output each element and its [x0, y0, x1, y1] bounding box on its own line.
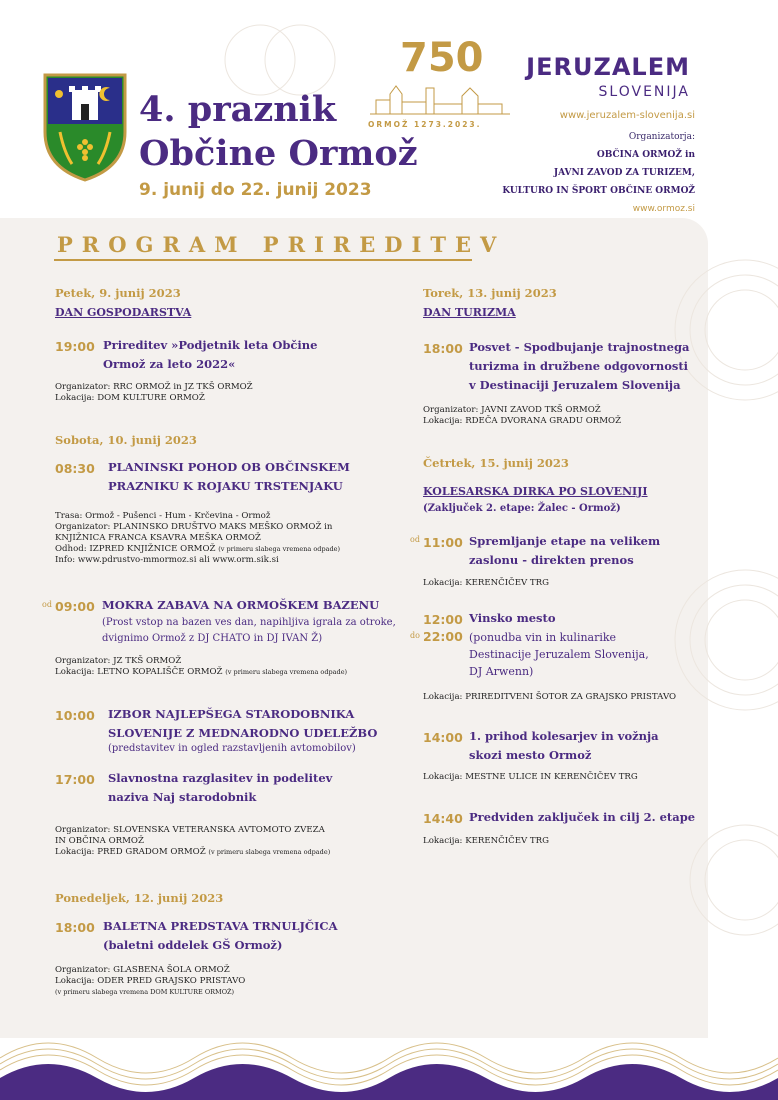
event-title: Posvet - Spodbujanje trajnostnega turizma in družbene odgovornosti v Destinaciji Jeruzalem Slovenija [469, 340, 690, 392]
event-time: 14:00 [423, 730, 463, 745]
event-title: 1. prihod kolesarjev in vožnja skozi mesto Ormož [469, 729, 659, 762]
event-time-end: 22:00 [423, 629, 463, 644]
day-theme: KOLESARSKA DIRKA PO SLOVENIJI [423, 485, 648, 498]
organizer-line-2: JAVNI ZAVOD ZA TURIZEM, [553, 168, 695, 178]
event-description: (Prost vstop na bazen ves dan, napihljiva igrala za otroke, dvignimo Ormož z DJ CHATO in DJ IVAN Ž) [102, 617, 396, 644]
program-title-underline [54, 259, 472, 261]
day-theme: DAN TURIZMA [423, 306, 516, 319]
brand-country: SLOVENIJA [598, 84, 690, 100]
event-time: 10:00 [55, 708, 95, 723]
brand-name: JERUZALEM [526, 53, 690, 81]
day-theme: DAN GOSPODARSTVA [55, 306, 192, 319]
festival-title-line2: Občine Ormož [139, 133, 418, 174]
event-info: Organizator: JZ TKŠ ORMOŽ Lokacija: LETNO KOPALIŠČE ORMOŽ (v primeru slabega vremena odpade) [55, 656, 348, 677]
festival-dates: 9. junij do 22. junij 2023 [139, 180, 372, 200]
organizer-line-1: OBČINA ORMOŽ in [596, 150, 695, 160]
event-info: Lokacija: KERENČIČEV TRG [423, 836, 549, 846]
ormoz-coat-of-arms-icon [42, 72, 128, 182]
anniversary-text: ORMOŽ 1273.2023. [368, 120, 482, 129]
event-time: 19:00 [55, 339, 95, 354]
jeruzalem-logo [526, 55, 690, 100]
to-prefix: do [410, 631, 420, 640]
event-info: Organizator: GLASBENA ŠOLA ORMOŽ Lokacija: ODER PRED GRAJSKO PRISTAVO (v primeru slabega vremena DOM KULTURE ORMOŽ) [55, 965, 246, 996]
event-description: (predstavitev in ogled razstavljenih avtomobilov) [108, 743, 356, 754]
organizers-url-link[interactable]: www.ormoz.si [632, 204, 695, 214]
organizers-block [502, 128, 695, 218]
day-heading: Četrtek, 15. junij 2023 [423, 456, 569, 470]
event-info: Lokacija: MESTNE ULICE IN KERENČIČEV TRG [423, 772, 638, 782]
day-heading: Sobota, 10. junij 2023 [55, 433, 197, 447]
day-heading: Petek, 9. junij 2023 [55, 286, 181, 300]
from-prefix: od [42, 600, 52, 609]
event-info: Organizator: SLOVENSKA VETERANSKA AVTOMOTO ZVEZA IN OBČINA ORMOŽ Lokacija: PRED GRADOM ORMOŽ (v primeru slabega vremena odpade) [55, 825, 331, 857]
event-title: Spremljanje etape na velikem zaslonu - direkten prenos [469, 534, 661, 567]
event-time: 17:00 [55, 772, 95, 787]
event-info: Organizator: RRC ORMOŽ in JZ TKŠ ORMOŽ Lokacija: DOM KULTURE ORMOŽ [55, 382, 253, 403]
anniversary-logo [366, 35, 514, 138]
festival-title-line1: 4. praznik [139, 89, 337, 130]
event-time: 12:00 [423, 612, 463, 627]
event-info: Lokacija: PRIREDITVENI ŠOTOR ZA GRAJSKO PRISTAVO [423, 692, 677, 702]
event-title: BALETNA PREDSTAVA TRNULJČICA (baletni oddelek GŠ Ormož) [103, 919, 338, 952]
organizer-line-3: KULTURO IN ŠPORT OBČINE ORMOŽ [502, 186, 695, 196]
day-heading: Ponedeljek, 12. junij 2023 [55, 891, 224, 905]
event-time: 09:00 [55, 599, 95, 614]
day-theme-note: (Zaključek 2. etape: Žalec - Ormož) [423, 503, 621, 514]
event-info: Trasa: Ormož - Pušenci - Hum - Krčevina - Ormož Organizator: PLANINSKO DRUŠTVO MAKS MEŠKO ORMOŽ in KNJIŽNICA FRANCA KSAVRA MEŠKA ORMOŽ Odhod: IZPRED KNJIŽNICE ORMOŽ (v primeru slabega vremena odpade) Info: www.pdrustvo-mmormoz.si ali www.orm.sik.si [55, 511, 341, 565]
event-time: 14:40 [423, 811, 463, 826]
event-time: 11:00 [423, 535, 463, 550]
event-title: Slavnostna razglasitev in podelitev naziva Naj starodobnik [108, 771, 333, 804]
event-time: 18:00 [55, 920, 95, 935]
event-title: Prireditev »Podjetnik leta Občine Ormož za leto 2022« [103, 338, 318, 371]
event-title: IZBOR NAJLEPŠEGA STARODOBNIKA SLOVENIJE Z MEDNARODNO UDELEŽBO [108, 707, 378, 740]
event-info: Lokacija: KERENČIČEV TRG [423, 578, 549, 588]
bottom-wave-decoration [0, 1020, 778, 1100]
event-title: Vinsko mesto [469, 611, 556, 625]
event-info: Organizator: JAVNI ZAVOD TKŠ ORMOŽ Lokacija: RDEČA DVORANA GRADU ORMOŽ [423, 405, 622, 426]
event-title: Predviden zaključek in cilj 2. etape [469, 810, 696, 824]
from-prefix: od [410, 535, 420, 544]
anniversary-number: 750 [400, 35, 484, 81]
day-heading: Torek, 13. junij 2023 [423, 286, 557, 300]
program-title: PROGRAM PRIREDITEV [57, 232, 506, 257]
event-time: 18:00 [423, 341, 463, 356]
event-time: 08:30 [55, 461, 95, 476]
event-description: (ponudba vin in kulinarike Destinacije Jeruzalem Slovenija, DJ Arwenn) [469, 631, 649, 678]
town-silhouette-icon [366, 74, 514, 118]
event-title: MOKRA ZABAVA NA ORMOŠKEM BAZENU [102, 598, 380, 612]
organizers-label: Organizatorja: [628, 132, 695, 142]
event-title: PLANINSKI POHOD OB OBČINSKEM PRAZNIKU K ROJAKU TRSTENJAKU [108, 460, 350, 493]
brand-url-link[interactable]: www.jeruzalem-slovenija.si [559, 110, 695, 121]
